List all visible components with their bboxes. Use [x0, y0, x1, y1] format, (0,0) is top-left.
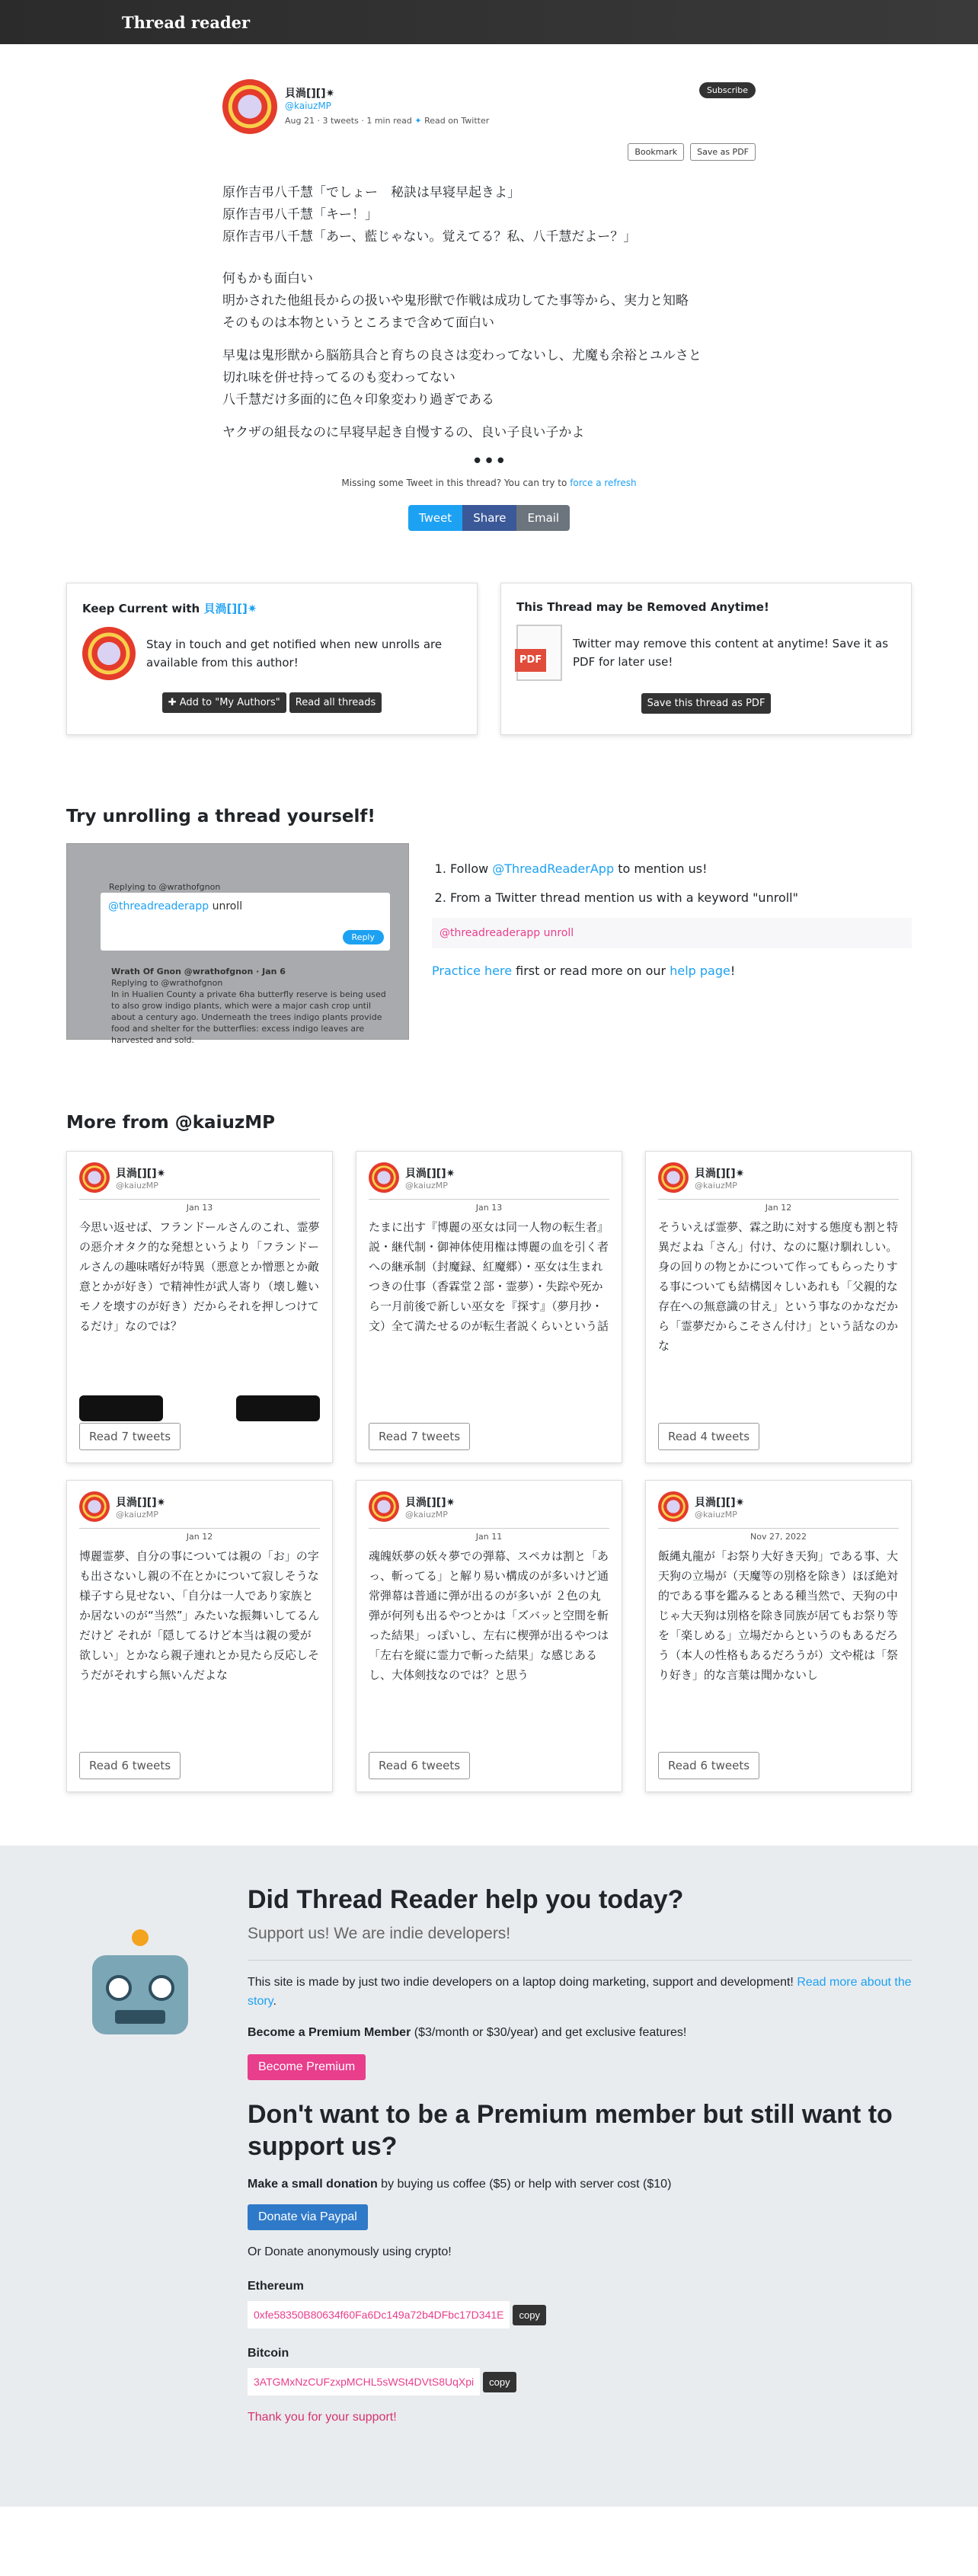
add-to-my-authors-button[interactable]: ✚ Add to "My Authors": [162, 692, 286, 713]
thread-card[interactable]: [645, 1480, 912, 1792]
card-date: Nov 27, 2022: [658, 1528, 899, 1542]
main-container: [66, 583, 912, 1792]
cta-cards: [66, 583, 912, 735]
tweet-paragraph: [222, 268, 756, 334]
twitter-bird-icon: ✦: [414, 116, 422, 126]
premium-text: Become a Premium Member ($3/month or $30/year) and get exclusive features!: [248, 2026, 687, 2039]
card-media: [79, 1395, 320, 1421]
tweet-line: 原作吉弔八千慧「でしょー 秘訣は早寝早起きよ」: [222, 185, 520, 200]
tweet-line: ヤクザの組長なのに早寝早起き自慢するの、良い子良い子かよ: [222, 425, 585, 440]
read-tweets-button[interactable]: Read 4 tweets: [658, 1423, 759, 1450]
author-header: [222, 79, 756, 134]
read-tweets-button[interactable]: Read 7 tweets: [369, 1423, 470, 1450]
author-handle[interactable]: @kaiuzMP: [285, 101, 331, 111]
ethereum-address[interactable]: 0xfe58350B80634f60Fa6Dc149a72b4DFbc17D341E: [248, 2301, 510, 2328]
card-author-handle: @kaiuzMP: [116, 1509, 158, 1520]
removed-title: This Thread may be Removed Anytime!: [516, 600, 769, 614]
card-text: そういえば霊夢、霖之助に対する態度も割と特異だよね「さん」付け、なのに駆け馴れしい。身の回りの物とかについて作ってもらったりする事についても結構図々しいあれも「父親的な存在への無意識の甘え」という事なのかなだから「霊夢だからこそさん付け」という話なのかな: [658, 1220, 899, 1353]
donate-text: Make a small donation by buying us coffee ($5) or help with server cost ($10): [248, 2178, 672, 2191]
missing-tweet-note: [222, 478, 756, 488]
thread-container: [222, 79, 756, 531]
read-tweets-button[interactable]: Read 7 tweets: [79, 1423, 181, 1450]
card-author-handle: @kaiuzMP: [695, 1180, 737, 1191]
avatar: [658, 1491, 689, 1522]
tweet-line: そのものは本物というところまで含めて面白い: [222, 315, 494, 331]
card-text: 飯縄丸龍が「お祭り大好き天狗」である事、大天狗の立場が（天魔等の別格を除き）ほぼ絶対的である事を鑑みるとある種当然で、天狗の中じゃ大天狗は別格を除き同族が居てもお祭り等を「楽しめる」立場だからというのもあるだろう（本人の性格もあるだろうが）文や椛は「祭り好き」的な言葉は聞かないし: [658, 1549, 899, 1682]
save-pdf-button[interactable]: Save as PDF: [690, 143, 756, 161]
share-button[interactable]: Share: [462, 505, 516, 531]
become-premium-button[interactable]: Become Premium: [248, 2054, 366, 2080]
author-name[interactable]: 貝渦[][]✷: [285, 88, 335, 100]
ethereum-label: Ethereum: [248, 2280, 304, 2293]
help-page-link[interactable]: help page: [670, 964, 730, 978]
card-author-name: 貝渦[][]✷: [695, 1496, 745, 1509]
bitcoin-address[interactable]: 3ATGMxNzCUFzxpMCHL5sWSt4DVtS8UqXpi: [248, 2368, 480, 2395]
card-author-handle: @kaiuzMP: [116, 1180, 158, 1191]
thanks-text: Thank you for your support!: [248, 2411, 397, 2424]
card-date: Jan 13: [79, 1199, 320, 1213]
bookmark-button[interactable]: Bookmark: [628, 143, 684, 161]
read-all-threads-button[interactable]: Read all threads: [289, 692, 382, 713]
card-author-name: 貝渦[][]✷: [405, 1496, 455, 1509]
avatar: [369, 1162, 399, 1193]
unroll-steps: [432, 843, 912, 1040]
missing-text: Missing some Tweet in this thread? You can try to: [341, 478, 567, 488]
meta-text: Aug 21 · 3 tweets · 1 min read: [285, 116, 412, 126]
avatar: [82, 627, 136, 680]
card-text: 今思い返せば、フランドールさんのこれ、霊夢の惡介オタク的な発想というより「フランドールさんの趣味嗜好が特異（悪意とか憎悪とか敵意とかが好き）で精神性が武人寄り（壊し難いモノを壊すのが好き）だからそれを押しつけてるだけ」なのでは？: [79, 1220, 320, 1333]
copy-btc-button[interactable]: copy: [483, 2372, 516, 2392]
tweet-share-button[interactable]: Tweet: [408, 505, 462, 531]
card-date: Jan 12: [658, 1199, 899, 1213]
read-story-link[interactable]: Read more about the story: [248, 1976, 912, 2008]
subscribe-button[interactable]: Subscribe: [699, 82, 756, 98]
card-author-name: 貝渦[][]✷: [116, 1167, 166, 1180]
avatar: [79, 1162, 110, 1193]
bitcoin-label: Bitcoin: [248, 2347, 289, 2360]
tweet-line: 原作吉弔八千慧「あー、藍じゃない。覚えてる？私、八千慧だよー？」: [222, 229, 637, 244]
media-thumbnail[interactable]: [236, 1395, 320, 1421]
thread-meta: [285, 116, 489, 126]
email-button[interactable]: Email: [516, 505, 570, 531]
thread-card[interactable]: [356, 1480, 622, 1792]
thread-tools: [222, 143, 756, 161]
ethereum-address-row: [248, 2301, 912, 2328]
paypal-donate-button[interactable]: Donate via Paypal: [248, 2204, 368, 2230]
unroll-command: @threadreaderapp unroll: [432, 918, 912, 948]
support-title: Did Thread Reader help you today?: [248, 1885, 684, 1914]
more-title: More from @kaiuzMP: [66, 1113, 275, 1133]
crypto-text: Or Donate anonymously using crypto!: [248, 2245, 452, 2258]
tweet-line: 何もかも面白い: [222, 271, 313, 286]
card-author-name: 貝渦[][]✷: [405, 1167, 455, 1180]
support-section: [0, 1846, 978, 2507]
practice-here-link[interactable]: Practice here: [432, 964, 513, 978]
thread-card[interactable]: [66, 1480, 333, 1792]
ellipsis-icon: •••: [471, 450, 507, 473]
thread-card[interactable]: [645, 1151, 912, 1463]
support-title-2: Don't want to be a Premium member but still want to support us?: [248, 2100, 893, 2161]
practice-text: Practice here first or read more on our help page!: [432, 964, 736, 978]
read-tweets-button[interactable]: Read 6 tweets: [369, 1752, 470, 1779]
avatar[interactable]: [222, 79, 277, 134]
replying-to-text: Replying to @wrathofgnon: [109, 882, 221, 892]
card-text: たまに出す『博麗の巫女は同一人物の転生者』説・継代制・御神体使用権は博麗の血を引く者への継承制（封魔録、紅魔郷）・巫女は生まれつきの仕事（香霖堂２部・霊夢）・失踪や死から一月前後で新しい巫女を『探す』（夢月抄・文）全て満たせるのが転生者説くらいという話: [369, 1220, 609, 1333]
tweet-paragraph: [222, 422, 756, 444]
media-thumbnail[interactable]: [79, 1395, 163, 1421]
share-buttons: [222, 505, 756, 531]
support-lead: Support us! We are indie developers!: [248, 1925, 912, 1961]
step-1: 1. Follow @ThreadReaderApp to mention us!: [450, 860, 912, 878]
save-thread-pdf-button[interactable]: Save this thread as PDF: [641, 693, 772, 714]
robot-icon: [66, 1884, 248, 2427]
thread-card[interactable]: [66, 1151, 333, 1463]
step-2: 2. From a Twitter thread mention us with a keyword "unroll": [450, 889, 912, 907]
card-date: Jan 11: [369, 1528, 609, 1542]
tweet-paragraph: [222, 345, 756, 411]
try-unroll-title: Try unrolling a thread yourself!: [66, 807, 376, 826]
tweet-line: 原作吉弔八千慧「キー！」: [222, 207, 378, 222]
reply-button: Reply: [343, 930, 384, 944]
thread-cards-grid: [66, 1151, 912, 1792]
card-text: 魂魄妖夢の妖々夢での弾幕、スペカは割と「あっ、斬ってる」と解り易い構成のが多いけど通常弾幕は普通に弾が出るのが多いが ２色の丸弾が何列も出るやつとかは「ズバッと空間を斬った結果」っぽいし、左右に楔弾が出るやつは「左右を縦に霊力で斬った結果」な感じあるし、大体剣技なのでは？と思う: [369, 1549, 609, 1682]
card-text: 博麗霊夢、自分の事については親の「お」の字も出さないし親の不在とかについて寂しそうな様子すら見せない、「自分は一人であり家族とか居ないのが“当然”」みたいな振舞いしてるんだけど それが「隠してるけど本当は親の愛が欲しい」とかなら親子連れとか見たら反応しそうだがそれすら無いんだよな: [79, 1549, 320, 1682]
avatar: [79, 1491, 110, 1522]
bitcoin-address-row: [248, 2368, 912, 2395]
avatar: [369, 1491, 399, 1522]
author-name-link[interactable]: 貝渦[][]✷: [203, 602, 257, 615]
thread-card[interactable]: [356, 1151, 622, 1463]
pdf-file-icon: PDF: [516, 625, 562, 681]
unroll-example-screenshot: [66, 843, 409, 1045]
more-from-author: [66, 1113, 912, 1792]
brand-logo[interactable]: Thread reader: [122, 12, 251, 32]
read-on-twitter-link[interactable]: Read on Twitter: [424, 116, 490, 126]
tweet-line: 八千慧だけ多面的に色々印象変わり過ぎである: [222, 392, 494, 407]
read-tweets-button[interactable]: Read 6 tweets: [658, 1752, 759, 1779]
card-author-handle: @kaiuzMP: [405, 1180, 448, 1191]
thread-content: [222, 182, 756, 444]
example-tweet: Wrath Of Gnon @wrathofgnon · Jan 6 Replying to @wrathofgnon In in Hualien County a private 6ha butterfly reserve is being used to also grow indigo plants, which were a major cash crop until about a century ago. Underneath the trees indigo plants provide food and shelter for the butterflies: excess indigo leaves are harvested and sold.: [111, 967, 386, 1045]
force-refresh-link[interactable]: force a refresh: [570, 478, 637, 488]
keep-current-text: Stay in touch and get notified when new unrolls are available from this author!: [146, 638, 443, 670]
tweet-paragraph: [222, 182, 756, 248]
card-author-handle: @kaiuzMP: [405, 1509, 448, 1520]
avatar: [658, 1162, 689, 1193]
support-about: This site is made by just two indie developers on a laptop doing marketing, support and development! Read more about the story.: [248, 1976, 912, 2008]
keep-current-title: Keep Current with 貝渦[][]✷: [82, 602, 257, 615]
copy-eth-button[interactable]: copy: [513, 2305, 545, 2325]
card-author-handle: @kaiuzMP: [695, 1509, 737, 1520]
card-date: Jan 13: [369, 1199, 609, 1213]
tweet-line: 早鬼は鬼形獣から脳筋具合と育ちの良さは変わってないし、尤魔も余裕とユルさと: [222, 348, 702, 363]
tweet-line: 明かされた他組長からの扱いや鬼形獣で作戦は成功してた事等から、実力と知略: [222, 293, 689, 308]
removed-text: Twitter may remove this content at anytime! Save it as PDF for later use!: [573, 637, 889, 669]
threadreaderapp-link[interactable]: @ThreadReaderApp: [492, 861, 615, 876]
try-unroll-section: [66, 807, 912, 1045]
card-author-name: 貝渦[][]✷: [116, 1496, 166, 1509]
keep-current-card: [66, 583, 478, 735]
top-navbar: [0, 0, 978, 44]
removed-warning-card: [500, 583, 912, 735]
tweet-line: 切れ味を併せ持ってるのも変わってない: [222, 370, 455, 385]
card-author-name: 貝渦[][]✷: [695, 1167, 745, 1180]
reply-box: @threadreaderapp unroll Reply: [101, 893, 390, 951]
read-tweets-button[interactable]: Read 6 tweets: [79, 1752, 181, 1779]
card-date: Jan 12: [79, 1528, 320, 1542]
